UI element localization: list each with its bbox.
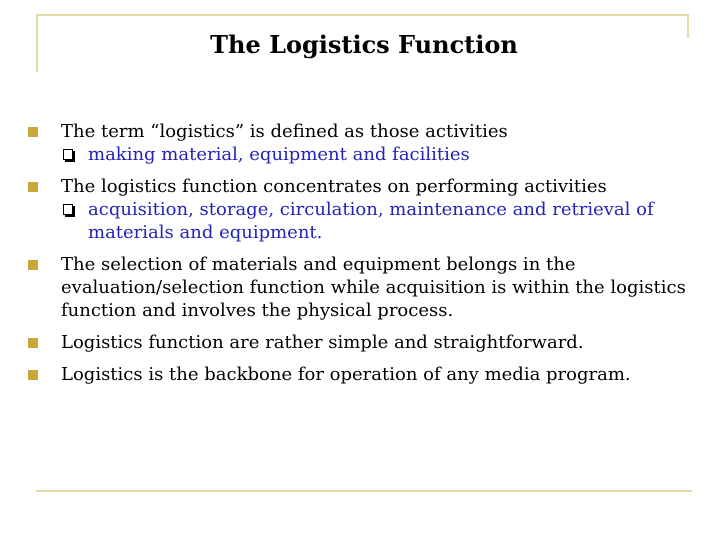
bullet-list	[0, 120, 728, 395]
sub-bullet-item	[0, 198, 728, 244]
bullet-item	[0, 253, 728, 322]
slide-title	[0, 30, 728, 59]
slide-title-text: The Logistics Function	[210, 30, 518, 59]
sub-bullet-text: acquisition, storage, circulation, maintenance and retrieval of materials and equipment.	[88, 199, 654, 243]
sub-bullet-item	[0, 143, 728, 166]
bullet-text: The term “logistics” is defined as those activities	[61, 121, 508, 142]
bullet-item	[0, 331, 728, 354]
frame-line-top	[36, 14, 689, 16]
bullet-item	[0, 363, 728, 386]
square-bullet-icon	[28, 260, 38, 270]
frame-line-bottom	[36, 490, 692, 492]
square-bullet-icon	[28, 370, 38, 380]
bullet-text: Logistics is the backbone for operation of any media program.	[61, 364, 631, 385]
square-bullet-icon	[28, 127, 38, 137]
square-bullet-icon	[28, 338, 38, 348]
hollow-square-bullet-icon	[63, 204, 73, 215]
square-bullet-icon	[28, 182, 38, 192]
bullet-text: The logistics function concentrates on performing activities	[61, 176, 607, 197]
sub-bullet-text: making material, equipment and facilities	[88, 144, 470, 165]
bullet-item	[0, 175, 728, 198]
hollow-square-bullet-icon	[63, 149, 73, 160]
bullet-item	[0, 120, 728, 143]
bullet-text: The selection of materials and equipment belongs in the evaluation/selection function while acquisition is within the logistics function and involves the physical process.	[61, 254, 686, 321]
bullet-text: Logistics function are rather simple and straightforward.	[61, 332, 584, 353]
